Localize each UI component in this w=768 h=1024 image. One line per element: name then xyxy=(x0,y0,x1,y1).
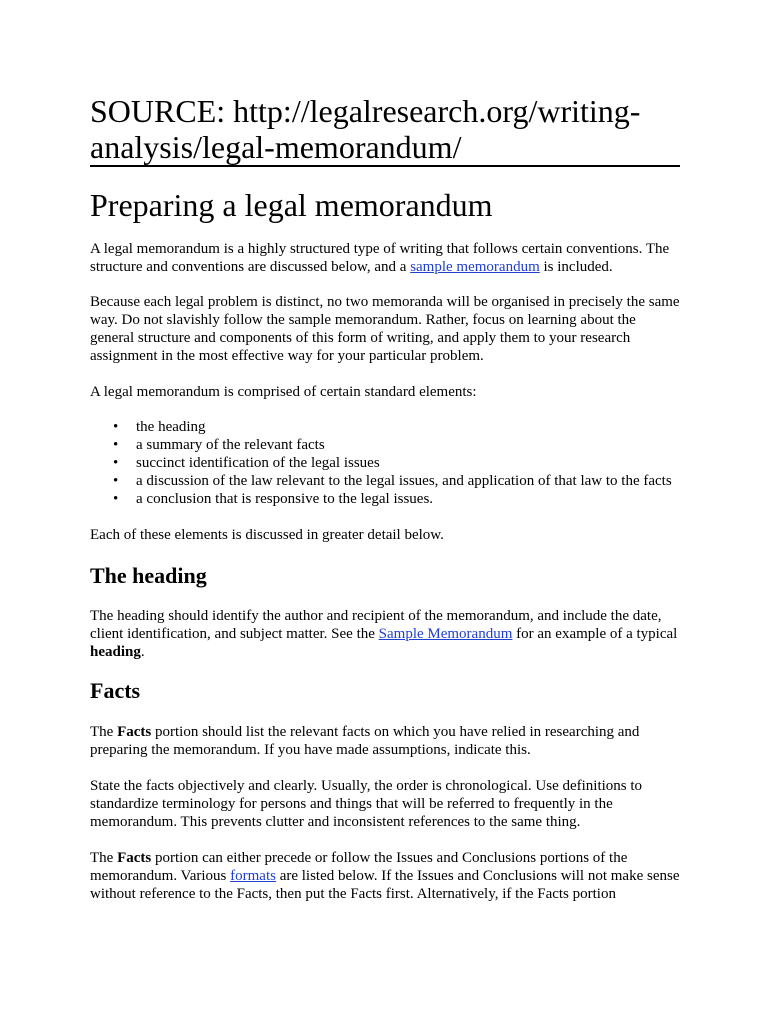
source-title-line1: SOURCE: http://legalresearch.org/writing- xyxy=(90,93,641,129)
intro-paragraph-3: A legal memorandum is comprised of certain standard elements: xyxy=(90,384,477,400)
list-item xyxy=(90,436,680,454)
facts-p3-text-a: The xyxy=(90,850,118,866)
bullet-icon: • xyxy=(113,491,119,507)
list-item-text: succinct identification of the legal issues xyxy=(136,455,380,471)
list-item xyxy=(90,454,680,472)
facts-paragraph-2: State the facts objectively and clearly. Usually, the order is chronological. Use definitions to standardize terminology for persons and things that will be referred to frequently in the memorandum. This prevents clutter and inconsistent references to the same thing. xyxy=(90,778,643,830)
bullet-icon: • xyxy=(113,419,119,435)
bullet-icon: • xyxy=(113,455,119,471)
facts-p3-bold: Facts xyxy=(117,850,152,866)
source-title-line2: analysis/legal-memorandum/ xyxy=(90,129,462,165)
facts-paragraph-3 xyxy=(90,849,680,903)
sample-memorandum-link-2[interactable]: Sample Memorandum xyxy=(378,626,513,642)
heading-p-text-c: . xyxy=(140,644,145,660)
heading-p-bold: heading xyxy=(90,644,141,660)
intro-p1-text-a: A legal memorandum is a highly structured type of writing that follows certain conventions. The structure and conventions are discussed below, and a xyxy=(90,241,670,275)
facts-p1-text-a: The xyxy=(90,724,118,740)
bullet-icon: • xyxy=(113,473,119,489)
list-item-text: a summary of the relevant facts xyxy=(136,437,325,453)
facts-p3-text-c: are listed below. If the Issues and Conclusions will not make sense without reference to the Facts, then put the Facts first. Alternatively, if the Facts portion xyxy=(90,868,680,902)
list-item xyxy=(90,472,680,490)
list-item xyxy=(90,418,680,436)
facts-p1-text-b: portion should list the relevant facts on which you have relied in researching and preparing the memorandum. If you have made assumptions, indicate this. xyxy=(90,724,640,758)
heading-p-text-b: for an example of a typical xyxy=(512,626,678,642)
intro-paragraph-4: Each of these elements is discussed in greater detail below. xyxy=(90,527,444,543)
source-title xyxy=(90,93,680,165)
intro-paragraph-1 xyxy=(90,240,680,276)
page-title: Preparing a legal memorandum xyxy=(90,187,493,223)
heading-section-paragraph xyxy=(90,607,680,661)
intro-paragraph-2: Because each legal problem is distinct, no two memoranda will be organised in precisely the same way. Do not slavishly follow the sample memorandum. Rather, focus on learning about the general structure and components of this form of writing, and apply them to your research assignment in the most effective way for your particular problem. xyxy=(90,294,680,364)
intro-p1-text-b: is included. xyxy=(539,259,613,275)
bullet-icon: • xyxy=(113,437,119,453)
facts-p1-bold: Facts xyxy=(117,724,152,740)
list-item xyxy=(90,490,680,508)
elements-list xyxy=(90,418,680,508)
heading-section-title: The heading xyxy=(90,563,207,588)
sample-memorandum-link[interactable]: sample memorandum xyxy=(410,259,540,275)
list-item-text: a discussion of the law relevant to the legal issues, and application of that law to the facts xyxy=(136,473,672,489)
heading-p-text-a: The heading should identify the author and recipient of the memorandum, and include the date, client identification, and subject matter. See the xyxy=(90,608,662,642)
facts-paragraph-1 xyxy=(90,723,680,759)
source-divider xyxy=(90,165,680,167)
formats-link[interactable]: formats xyxy=(230,868,276,884)
facts-p3-text-b: portion can either precede or follow the Issues and Conclusions portions of the memorandum. Various xyxy=(90,850,628,884)
list-item-text: a conclusion that is responsive to the legal issues. xyxy=(136,491,434,507)
facts-section-title: Facts xyxy=(90,678,141,703)
list-item-text: the heading xyxy=(136,419,206,435)
